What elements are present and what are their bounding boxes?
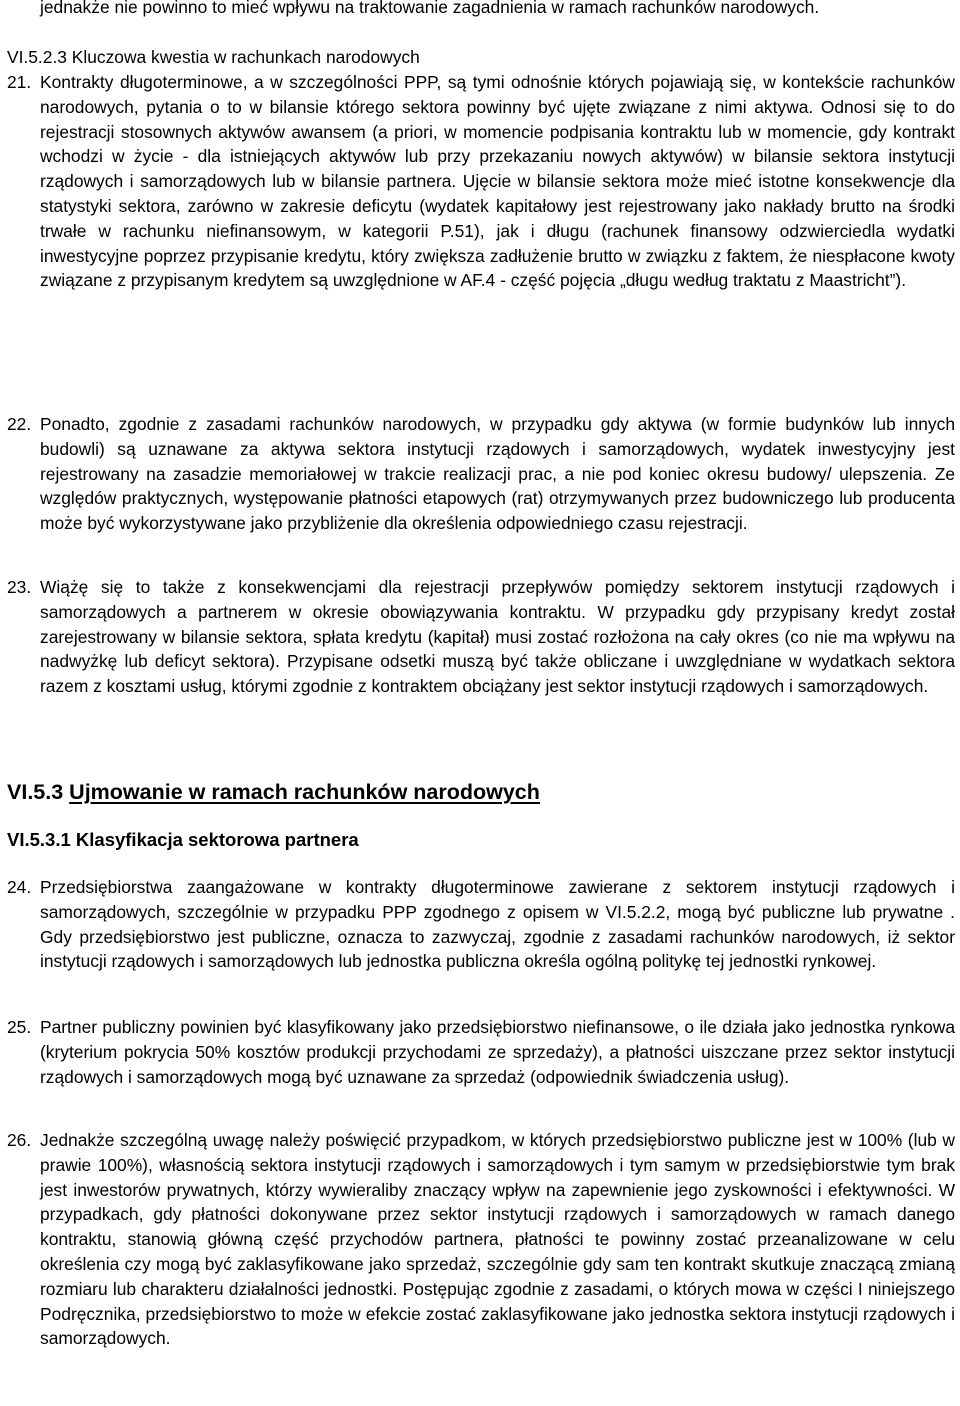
item-number: 21.	[7, 72, 32, 92]
list-item-26	[7, 1128, 955, 1351]
intro-paragraph: jednakże nie powinno to mieć wpływu na traktowanie zagadnienia w ramach rachunków narodowych.	[40, 0, 820, 17]
item-number: 26.	[7, 1130, 32, 1150]
item-number: 25.	[7, 1017, 32, 1037]
item-text: Wiążę się to także z konsekwencjami dla rejestracji przepływów pomiędzy sektorem instytucji rządowych i samorządowych a partnerem w okresie obowiązywania kontraktu. W przypadku gdy przypisany kredyt został zarejestrowany w bilansie sektora, spłata kredytu (kapitał) musi zostać rozłożona na cały okres (co nie ma wpływu na nadwyżkę lub deficyt sektora). Przypisane odsetki muszą być także obliczane i uwzględniane w wydatkach sektora razem z kosztami usług, którymi zgodnie z kontraktem obciążany jest sektor instytucji rządowych i samorządowych.	[40, 577, 955, 697]
list-item-21	[7, 70, 955, 293]
list-item-24	[7, 875, 955, 974]
item-text: Jednakże szczególną uwagę należy poświęcić przypadkom, w których przedsiębiorstwo publiczne jest w 100% (lub w prawie 100%), własnością sektora instytucji rządowych i samorządowych i tym samym w przedsiębiorstwie tym brak jest inwestorów prywatnych, którzy wywieraliby znaczący wpływ na zapewnienie jego zyskowności i efektywności. W przypadkach, gdy płatności dokonywane przez sektor instytucji rządowych i samorządowych w ramach danego kontraktu, stanowią główną część przychodów partnera, płatności te powinny zostać przeanalizowane w celu określenia czy mogą być zaklasyfikowane jako sprzedaż, szczególnie gdy sam ten kontrakt skutkuje znaczącą zmianą rozmiaru lub charakteru działalności jednostki. Postępując zgodnie z zasadami, o których mowa w części I niniejszego Podręcznika, przedsiębiorstwo to może w efekcie zostać zaklasyfikowane jako jednostka sektora instytucji rządowych i samorządowych.	[40, 1130, 955, 1349]
item-number: 22.	[7, 414, 32, 434]
list-item-25	[7, 1015, 955, 1089]
item-number: 24.	[7, 877, 32, 897]
item-text: Ponadto, zgodnie z zasadami rachunków narodowych, w przypadku gdy aktywa (w formie budynków lub innych budowli) są uznawane za aktywa sektora instytucji rządowych i samorządowych, wydatek inwestycyjny jest rejestrowany na zasadzie memoriałowej w trakcie realizacji prac, a nie pod koniec okresu budowy/ ulepszenia. Ze względów praktycznych, występowanie płatności etapowych (rat) otrzymywanych przez budowniczego lub producenta może być wykorzystywane jako przybliżenie dla określenia odpowiedniego czasu rejestracji.	[40, 414, 955, 534]
item-text: Przedsiębiorstwa zaangażowane w kontrakty długoterminowe zawierane z sektorem instytucji rządowych i samorządowych, szczególnie w przypadku PPP zgodnego z opisem w VI.5.2.2, mogą być publiczne lub prywatne . Gdy przedsiębiorstwo jest publiczne, oznacza to zazwyczaj, zgodnie z zasadami rachunków narodowych, iż sektor instytucji rządowych i samorządowych lub jednostka publiczna określa ogólną politykę tej jednostki rynkowej.	[40, 877, 955, 972]
list-item-23	[7, 575, 955, 699]
item-text: Kontrakty długoterminowe, a w szczególności PPP, są tymi odnośnie których pojawiają się, w kontekście rachunków narodowych, pytania o to w bilansie którego sektora powinny być ujęte związane z nimi aktywa. Odnosi się to do rejestracji stosownych aktywów awansem (a priori, w momencie podpisania kontraktu lub w momencie, gdy kontrakt wchodzi w życie - dla istniejących aktywów lub przy przekazaniu nowych aktywów) w bilansie sektora instytucji rządowych i samorządowych lub w bilansie partnera. Ujęcie w bilansie sektora może mieć istotne konsekwencje dla statystyki sektora, zarówno w zakresie deficytu (wydatek kapitałowy jest rejestrowany jako nakłady brutto na środki trwałe w rachunku niefinansowym, w kategorii P.51), jak i długu (rachunek finansowy odzwierciedla wydatki inwestycyjne poprzez przypisanie kredytu, który zwiększa zadłużenie brutto w związku z faktem, że niespłacone kwoty związane z przypisanym kredytem są uwzględnione w AF.4 - część pojęcia „długu według traktatu z Maastricht”).	[40, 72, 955, 291]
item-text: Partner publiczny powinien być klasyfikowany jako przedsiębiorstwo niefinansowe, o ile działa jako jednostka rynkowa (kryterium pokrycia 50% kosztów produkcji przychodami ze sprzedaży), a płatności uiszczane przez sektor instytucji rządowych i samorządowych mogą być uznawane za sprzedaż (odpowiednik świadczenia usług).	[40, 1017, 955, 1087]
section-number: VI.5.3	[7, 780, 64, 804]
section-heading	[7, 778, 540, 806]
section-title: Ujmowanie w ramach rachunków narodowych	[69, 780, 540, 804]
subsubsection-heading: VI.5.3.1 Klasyfikacja sektorowa partnera	[7, 829, 359, 850]
list-item-22	[7, 412, 955, 536]
subsection-heading: VI.5.2.3 Kluczowa kwestia w rachunkach narodowych	[7, 47, 420, 67]
item-number: 23.	[7, 577, 32, 597]
